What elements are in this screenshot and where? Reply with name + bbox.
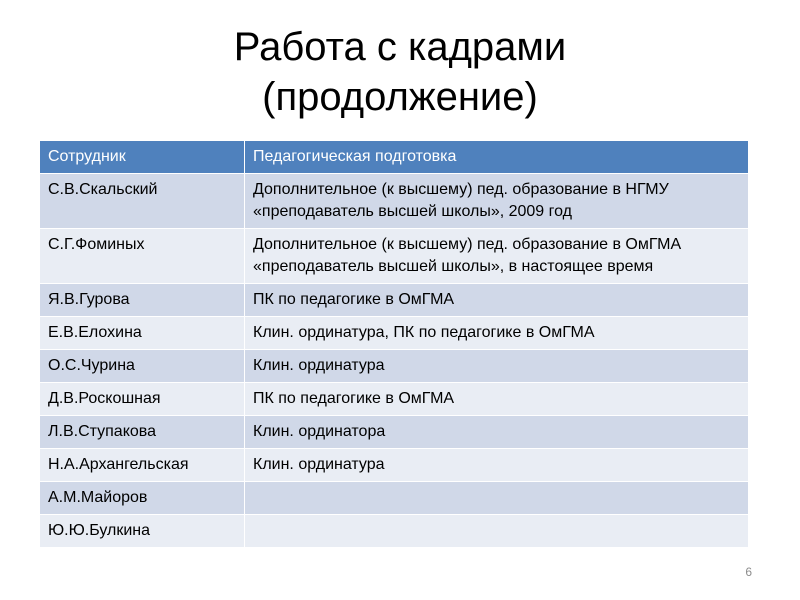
employee-cell: Е.В.Елохина	[40, 317, 245, 350]
staff-table	[39, 140, 749, 548]
employee-cell: С.Г.Фоминых	[40, 229, 245, 284]
table-row	[40, 317, 749, 350]
employee-cell: Л.В.Ступакова	[40, 416, 245, 449]
table-row	[40, 515, 749, 548]
training-cell: Клин. ординатура	[245, 350, 749, 383]
training-cell: Клин. ординатура, ПК по педагогике в ОмГМА	[245, 317, 749, 350]
training-cell: Клин. ординатора	[245, 416, 749, 449]
table-row	[40, 416, 749, 449]
employee-cell: Д.В.Роскошная	[40, 383, 245, 416]
employee-cell: О.С.Чурина	[40, 350, 245, 383]
employee-cell: А.М.Майоров	[40, 482, 245, 515]
table-row	[40, 350, 749, 383]
slide-title	[0, 22, 800, 122]
table-row	[40, 449, 749, 482]
employee-cell: Н.А.Архангельская	[40, 449, 245, 482]
training-cell: Клин. ординатура	[245, 449, 749, 482]
employee-cell: С.В.Скальский	[40, 174, 245, 229]
table-row	[40, 383, 749, 416]
table-row	[40, 284, 749, 317]
training-cell	[245, 515, 749, 548]
training-cell: ПК по педагогике в ОмГМА	[245, 284, 749, 317]
employee-cell: Я.В.Гурова	[40, 284, 245, 317]
training-cell: ПК по педагогике в ОмГМА	[245, 383, 749, 416]
table-header-row	[40, 141, 749, 174]
training-cell: Дополнительное (к высшему) пед. образование в ОмГМА «преподаватель высшей школы», в настоящее время	[245, 229, 749, 284]
title-line-1: Работа с кадрами	[233, 25, 567, 69]
header-training: Педагогическая подготовка	[245, 141, 749, 174]
employee-cell: Ю.Ю.Булкина	[40, 515, 245, 548]
table-row	[40, 174, 749, 229]
table-row	[40, 229, 749, 284]
training-cell: Дополнительное (к высшему) пед. образование в НГМУ «преподаватель высшей школы», 2009 год	[245, 174, 749, 229]
table-row	[40, 482, 749, 515]
training-cell	[245, 482, 749, 515]
page-number: 6	[745, 565, 752, 579]
title-line-2: (продолжение)	[262, 75, 538, 119]
header-employee: Сотрудник	[40, 141, 245, 174]
